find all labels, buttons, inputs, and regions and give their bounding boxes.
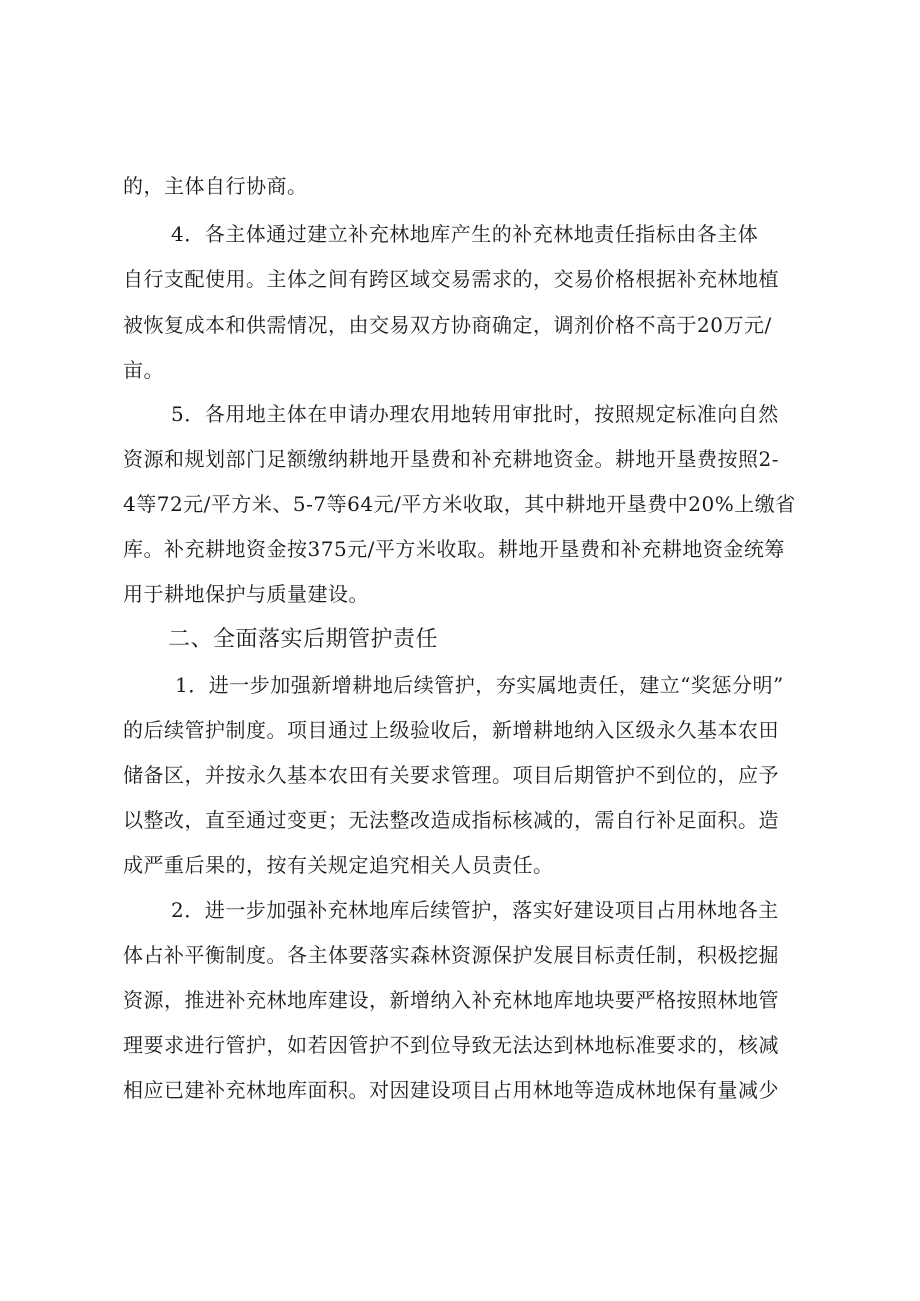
section-2-item-1-line-1: 1．进一步加强新增耕地后续管护，夯实属地责任，建立“奖惩分明” xyxy=(175,673,784,697)
section-2-item-2-line-3: 资源，推进补充林地库建设，新增纳入补充林地库地块要严格按照林地管 xyxy=(123,988,779,1012)
section-2-item-1-line-3: 储备区，并按永久基本农田有关要求管理。项目后期管护不到位的，应予 xyxy=(123,763,779,787)
item-5-line-4: 库。补充耕地资金按375元/平方米收取。耕地开垦费和补充耕地资金统筹 xyxy=(123,537,785,561)
section-2-item-2-line-2: 体占补平衡制度。各主体要落实森林资源保护发展目标责任制，积极挖掘 xyxy=(123,943,779,967)
section-2-item-2-line-5: 相应已建补充林地库面积。对因建设项目占用林地等造成林地保有量减少 xyxy=(123,1078,779,1102)
item-4-line-4: 亩。 xyxy=(123,358,164,382)
section-2-item-1-line-5: 成严重后果的，按有关规定追究相关人员责任。 xyxy=(123,853,554,877)
item-5-line-5: 用于耕地保护与质量建设。 xyxy=(123,582,369,606)
item-4-line-3: 被恢复成本和供需情况，由交易双方协商确定，调剂价格不高于20万元/ xyxy=(123,313,772,337)
section-2-item-1-line-4: 以整改，直至通过变更；无法整改造成指标核减的，需自行补足面积。造 xyxy=(123,808,779,832)
section-2-heading: 二、全面落实后期管护责任 xyxy=(168,627,439,652)
item-4-line-2: 自行支配使用。主体之间有跨区域交易需求的，交易价格根据补充林地植 xyxy=(123,267,779,291)
section-2-item-2-line-4: 理要求进行管护，如若因管护不到位导致无法达到林地标准要求的，核减 xyxy=(123,1033,779,1057)
item-5-line-1: 5．各用地主体在申请办理农用地转用审批时，按照规定标准向自然 xyxy=(171,402,779,426)
section-2-item-1-line-2: 的后续管护制度。项目通过上级验收后，新增耕地纳入区级永久基本农田 xyxy=(123,718,779,742)
paragraph-continuation-line: 的，主体自行协商。 xyxy=(123,174,308,198)
section-2-item-2-line-1: 2．进一步加强补充林地库后续管护，落实好建设项目占用林地各主 xyxy=(171,898,779,922)
item-5-line-2: 资源和规划部门足额缴纳耕地开垦费和补充耕地资金。耕地开垦费按照2- xyxy=(123,447,779,471)
item-4-line-1: 4．各主体通过建立补充林地库产生的补充林地责任指标由各主体 xyxy=(171,222,759,246)
item-5-line-3: 4等72元/平方米、5-7等64元/平方米收取，其中耕地开垦费中20%上缴省 xyxy=(123,492,796,516)
